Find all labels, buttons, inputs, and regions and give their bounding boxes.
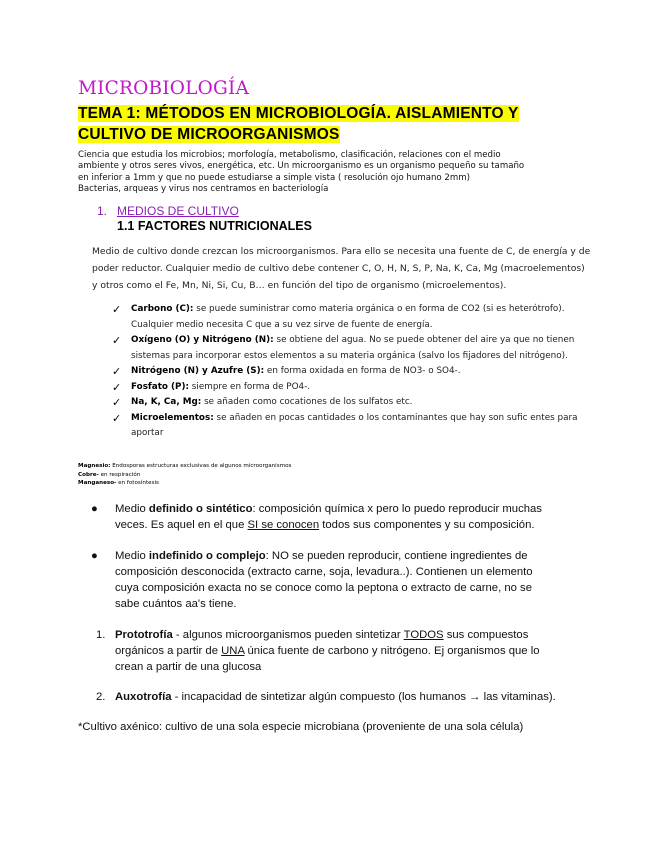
section-heading-medios xyxy=(97,204,239,218)
item-text: se añaden en pocas cantidades o los contaminantes que hay son sufic entes para xyxy=(213,412,578,423)
section-label: MEDIOS DE CULTIVO xyxy=(117,204,239,218)
topic-heading xyxy=(78,104,519,145)
note-line: Manganeso- en fotosíntesis xyxy=(78,480,159,487)
item-text: Cualquier medio necesita C que a su vez sirve de fuente de energía. xyxy=(131,319,433,330)
item-text: aportar xyxy=(131,428,164,438)
intro-line: ambiente y otros seres vivos, energética, etc. Un microorganismo es un organismo pequeño su tamaño xyxy=(78,161,525,172)
intro-paragraph xyxy=(78,150,588,196)
item-term: Na, K, Ca, Mg: xyxy=(131,397,202,407)
section-number: 1. xyxy=(97,204,108,218)
topic-heading-line-2: CULTIVO DE MICROORGANISMOS xyxy=(78,125,340,143)
item-term: Carbono (C): xyxy=(131,304,194,314)
item-term: Microelementos: xyxy=(131,412,214,423)
checklist-item-nitrogeno-azufre xyxy=(112,364,617,380)
checklist-item-oxigeno-nitrogeno xyxy=(112,333,617,364)
margin-notes xyxy=(78,462,291,488)
list-number: 2. xyxy=(96,691,106,703)
footnote: *Cultivo axénico: cultivo de una sola especie microbiana (proveniente de una sola célula) xyxy=(78,721,524,733)
paragraph-line: Medio de cultivo donde crezcan los microorganismos. Para ello se necesita una fuente de C, de energía y de xyxy=(92,246,591,257)
item-term: Nitrógeno (N) y Azufre (S): xyxy=(131,366,265,376)
checkmark-icon: ✓ xyxy=(112,334,122,347)
item-text: se añaden como cocationes de los sulfatos etc. xyxy=(201,397,413,407)
note-line: Cobre- en respiración xyxy=(78,471,141,478)
paragraph-line: y otros como el Fe, Mn, Ni, Si, Cu, B… en función del tipo de organismo (microelementos). xyxy=(92,280,507,292)
document-title: MICROBIOLOGÍA xyxy=(78,78,250,99)
paragraph-line: poder reductor. Cualquier medio de cultivo debe contener C, O, H, N, S, P, Na, K, Ca, Mg (macroelementos) xyxy=(92,263,585,275)
item-text: siempre en forma de PO4-. xyxy=(189,381,311,392)
checklist-item-carbono xyxy=(112,302,617,333)
checkmark-icon: ✓ xyxy=(112,411,122,425)
bullet-dot-icon: ● xyxy=(91,550,98,562)
topic-heading-line-1: TEMA 1: MÉTODOS EN MICROBIOLOGÍA. AISLAMIENTO Y xyxy=(78,105,519,122)
item-text: se obtiene del agua. No se puede obtener del aire ya que no tienen xyxy=(273,335,575,345)
list-number: 1. xyxy=(96,629,106,641)
checklist-item-microelementos xyxy=(112,411,617,442)
intro-line: Ciencia que estudia los microbios; morfología, metabolismo, clasificación, relaciones con el medio xyxy=(78,150,501,160)
checkmark-icon: ✓ xyxy=(112,396,122,409)
checkmark-icon: ✓ xyxy=(112,380,122,394)
element-checklist xyxy=(112,302,617,442)
intro-line: en inferior a 1mm y que no puede estudiarse a simple vista ( resolución ojo humano 2mm) xyxy=(78,172,470,183)
item-text: se puede suministrar como materia orgánica o en forma de CO2 (si es heterótrofo). xyxy=(193,304,565,314)
item-term: Oxígeno (O) y Nitrógeno (N): xyxy=(131,335,274,345)
checklist-item-fosfato xyxy=(112,380,617,396)
subsection-heading: 1.1 FACTORES NUTRICIONALES xyxy=(117,219,312,233)
document-page: MICROBIOLOGÍA TEMA 1: MÉTODOS EN MICROBIOLOGÍA. AISLAMIENTO Y CULTIVO DE MICROORGANISMOS Ciencia que estudia los microbios; morfología, metabolismo, clasificación, relaciones con el medio ambiente y otros seres vivos, energética, etc. Un microorganismo es un organismo pequeño su tamaño en inferior a 1mm y que no puede estudiarse a simple vista ( resolución ojo humano 2mm) Bacterias, arqueas y virus nos centramos en bacteriología 1. MEDIOS DE CULTIVO 1.1 FACTORES NUTRICIONALES Medio de cultivo donde crezcan los microorganismos. Para ello se necesita una fuente de C, de energía y de poder reductor. Cualquier medio de cultivo debe contener C, O, H, N, S, P, Na, K, Ca, Mg (macroelementos) y otros como el Fe, Mn, Ni, Si, Cu, B… en función del tipo de organismo (microelementos). ✓ Carbono (C): se puede suministrar como materia orgánica o en forma de CO2 (si es heterótrofo). Cualquier medio necesita C que a su vez sirve de fuente de energía. ✓ Oxígeno (O) y Nitrógeno (N): se obtiene del agua. No se puede obtener del aire ya que no tienen sistemas para incorporar estos elementos a su materia orgánica (salvo los fijadores del nitrógeno). ✓ Nitrógeno (N) y Azufre (S): en forma oxidada en forma de NO3- o SO4-. ✓ Fosfato (P): siempre en forma de PO4-. ✓ Na, K, Ca, Mg: se añaden como cocationes de los sulfatos etc. ✓ Microelementos: se añaden en pocas cantidades o los contaminantes que hay son sufic entes para aportar Magnesio: Endosporas estructuras exclusivas de algunos microorganismos Cobre- en respiración Manganeso- en fotosíntesis ● Medio definido o sintético: composición química x pero lo puedo reproducir muchas veces. Es aquel en el que SI se conocen todos sus componentes y su composición. ● Medio indefinido o complejo: NO se pueden reproducir, contiene ingredientes de composición desconocida (extracto carne, soja, levadura..). Contienen un elemento cuya composición exacta no se conoce como la peptona o extracto de carne, no se sabe cuántos aa's tiene. 1. Prototrofía - algunos microorganismos pueden sintetizar TODOS sus compuestos orgánicos a partir de UNA única fuente de carbono y nitrógeno. Ej organismos que lo crean a partir de una glucosa 2. Auxotrofía - incapacidad de sintetizar algún compuesto (los humanos → las vitaminas). *Cultivo axénico: cultivo de una sola especie microbiana (proveniente de una sola célula) xyxy=(0,0,655,848)
item-text: en forma oxidada en forma de NO3- o SO4-. xyxy=(264,366,461,376)
item-term: Fosfato (P): xyxy=(131,381,190,392)
note-line: Magnesio: Endosporas estructuras exclusivas de algunos microorganismos xyxy=(78,463,292,469)
checkmark-icon: ✓ xyxy=(112,365,122,378)
item-text: sistemas para incorporar estos elementos a su materia orgánica (salvo los fijadores del nitrógeno). xyxy=(131,350,568,361)
checklist-item-na-k-ca-mg xyxy=(112,395,617,411)
checkmark-icon: ✓ xyxy=(112,303,122,316)
bullet-dot-icon: ● xyxy=(91,503,98,515)
nutrients-paragraph xyxy=(92,243,617,295)
intro-line: Bacterias, arqueas y virus nos centramos en bacteriología xyxy=(78,184,329,195)
